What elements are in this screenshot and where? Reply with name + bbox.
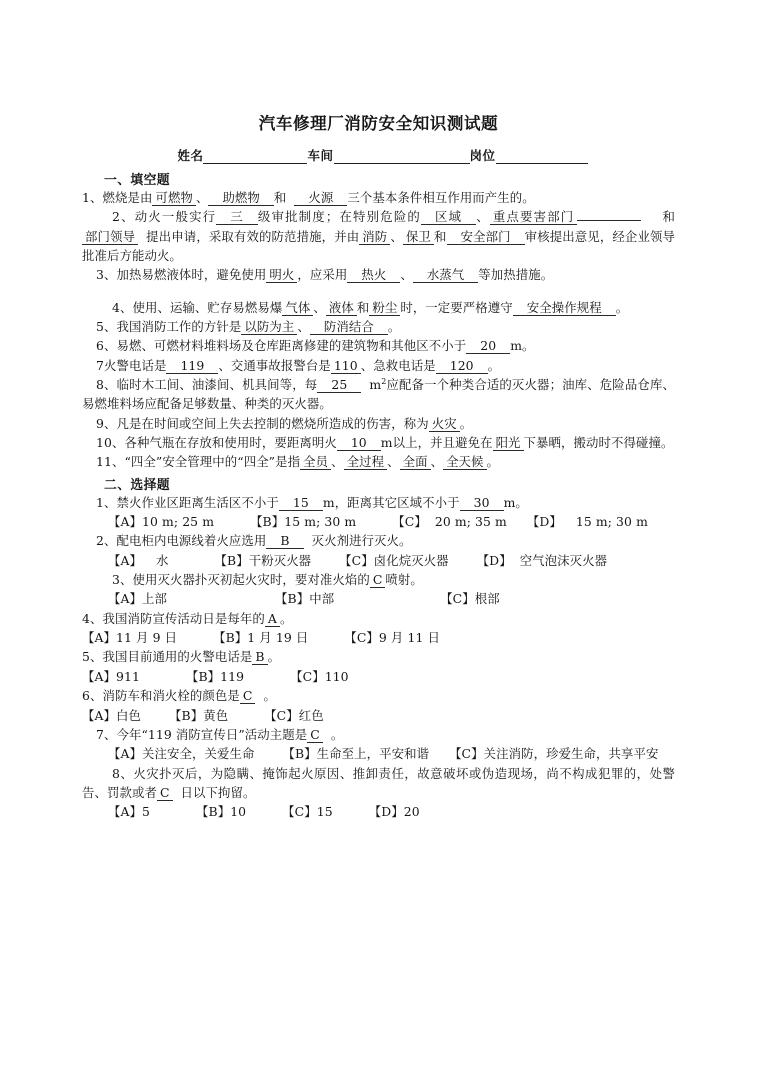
q2-answer-1[interactable]: 三 bbox=[216, 209, 258, 225]
c5-opt-a-tag: 【A】 bbox=[82, 668, 117, 684]
q1-text-3: 和 bbox=[273, 189, 287, 205]
q5-answer-2[interactable]: 防消结合 bbox=[310, 319, 388, 335]
c6-opt-c-text[interactable]: 红色 bbox=[298, 707, 324, 723]
c1-opt-c-text[interactable]: 20 m; 35 m bbox=[434, 514, 507, 530]
q11-text-5: 。 bbox=[486, 454, 500, 470]
c5-text-1: 我国目前通用的火警电话是 bbox=[102, 649, 253, 665]
q7-text-2: 、交通事故报警台是 bbox=[218, 357, 331, 373]
c5-opt-c-tag: 【C】 bbox=[290, 668, 325, 684]
q9-number: 9、 bbox=[96, 415, 117, 431]
c2-answer[interactable]: B bbox=[266, 533, 303, 549]
fill-in-question-6 bbox=[82, 336, 675, 355]
choice-question-6-options bbox=[82, 706, 675, 725]
c7-opt-c-text[interactable]: 关注消防，珍爱生命，共享平安 bbox=[483, 746, 659, 762]
c1-answer-1[interactable]: 15 bbox=[279, 495, 323, 511]
q11-text-2: 、 bbox=[331, 454, 344, 470]
q10-answer-2[interactable]: 阳光 bbox=[493, 435, 524, 451]
c8-opt-a-tag: 【A】 bbox=[108, 804, 143, 820]
q3-text-4: 等加热措施。 bbox=[478, 267, 554, 283]
q5-number: 5、 bbox=[96, 318, 117, 334]
c6-opt-c-tag: 【C】 bbox=[264, 707, 299, 723]
fill-in-question-9 bbox=[82, 414, 675, 433]
q11-text-4: 、 bbox=[430, 454, 444, 470]
c1-number: 1、 bbox=[96, 494, 117, 510]
c8-text-1: 火灾扑灭后，为隐瞒、掩饰起火原因、推卸责任，故意破坏或伪造现场，尚不构成犯罪的，处警告、罚款或者 bbox=[82, 765, 675, 800]
c5-number: 5、 bbox=[82, 649, 103, 665]
c3-text-1: 使用灭火器扑灭初起火灾时，要对准火焰的 bbox=[132, 572, 370, 588]
fill-in-question-2 bbox=[82, 207, 675, 265]
c4-opt-b-tag: 【B】 bbox=[213, 630, 248, 646]
fill-in-question-4 bbox=[82, 298, 675, 317]
c7-answer[interactable]: C bbox=[307, 727, 323, 743]
q2-answer-6[interactable]: 保卫 bbox=[403, 229, 434, 245]
c6-text-1: 消防车和消火栓的颜色是 bbox=[102, 688, 240, 704]
q1-answer-2[interactable]: 助燃物 bbox=[208, 190, 273, 206]
c8-opt-c-text[interactable]: 15 bbox=[316, 804, 333, 820]
c6-opt-a-tag: 【A】 bbox=[82, 707, 117, 723]
q9-text-1: 凡是在时间或空间上失去控制的燃烧所造成的伤害，称为 bbox=[116, 415, 429, 431]
q4-answer-3[interactable]: 粉尘 bbox=[369, 300, 400, 316]
c3-opt-c-text[interactable]: 根部 bbox=[474, 591, 500, 607]
c3-opt-a-text[interactable]: 上部 bbox=[142, 591, 168, 607]
choice-question-7-stem bbox=[82, 725, 675, 744]
choice-question-4-stem bbox=[82, 609, 675, 628]
q11-answer-3[interactable]: 全面 bbox=[400, 454, 431, 470]
c4-opt-c-tag: 【C】 bbox=[344, 630, 379, 646]
c7-opt-b-text[interactable]: 生命至上，平安和谐 bbox=[316, 746, 430, 762]
q4-text-2: 、 bbox=[313, 299, 326, 315]
fill-in-question-7 bbox=[82, 356, 675, 375]
c6-opt-b-text[interactable]: 黄色 bbox=[203, 707, 229, 723]
fill-in-question-5 bbox=[82, 317, 675, 336]
q4-text-5: 。 bbox=[615, 299, 629, 315]
q10-number: 10、 bbox=[96, 435, 125, 451]
q6-text-2: m。 bbox=[510, 338, 535, 354]
choice-question-2-stem bbox=[82, 531, 675, 550]
c2-number: 2、 bbox=[96, 533, 117, 549]
c2-opt-b-tag: 【B】 bbox=[214, 552, 249, 568]
fill-in-question-11 bbox=[82, 452, 675, 471]
c6-text-2: 。 bbox=[263, 688, 276, 704]
q3-text-3: 、 bbox=[400, 267, 413, 283]
q2-answer-4[interactable]: 部门领导 bbox=[82, 229, 138, 245]
c2-text-2: 灭火剂进行灭火。 bbox=[311, 533, 412, 549]
c3-opt-a-tag: 【A】 bbox=[108, 591, 143, 607]
q5-answer-1[interactable]: 以防为主 bbox=[241, 319, 297, 335]
c1-opt-d-tag: 【D】 bbox=[526, 514, 562, 530]
c3-answer[interactable]: C bbox=[370, 572, 386, 588]
name-label: 姓名 bbox=[177, 147, 204, 163]
q8-unit-superscript: 2 bbox=[381, 376, 387, 386]
c2-text-1: 配电柜内电源线着火应选用 bbox=[116, 533, 267, 549]
q8-text-2: m bbox=[369, 377, 382, 393]
q8-answer-1[interactable]: 25 bbox=[317, 377, 361, 393]
c8-text-2: 日以下拘留。 bbox=[180, 784, 256, 800]
q8-text-1: 临时木工间、油漆间、机具间等，每 bbox=[116, 377, 318, 393]
choice-question-1-options bbox=[82, 512, 675, 531]
name-blank[interactable] bbox=[203, 150, 307, 164]
q5-text-2: 、 bbox=[297, 318, 310, 334]
c5-text-2: 。 bbox=[267, 649, 281, 665]
c2-opt-d-text[interactable]: 空气泡沫灭火器 bbox=[519, 552, 608, 568]
q4-text-3: 和 bbox=[356, 299, 370, 315]
q1-answer-3[interactable]: 火源 bbox=[294, 190, 347, 206]
c8-opt-d-tag: 【D】 bbox=[368, 804, 404, 820]
q10-text-2: m以上，并且避免在 bbox=[380, 435, 493, 451]
c3-opt-b-text[interactable]: 中部 bbox=[309, 591, 335, 607]
c4-opt-b-text[interactable]: 1 月 19 日 bbox=[247, 630, 309, 646]
q8-number: 8、 bbox=[96, 377, 117, 393]
q11-number: 11、 bbox=[96, 454, 125, 470]
q7-text-4: 。 bbox=[487, 357, 501, 373]
q1-text-1: 燃烧是由 bbox=[102, 189, 153, 205]
c8-opt-c-tag: 【C】 bbox=[282, 804, 317, 820]
q11-text-1: “四全”安全管理中的“四全”是指 bbox=[124, 454, 301, 470]
c5-opt-a-text[interactable]: 911 bbox=[116, 668, 140, 684]
q4-number: 4、 bbox=[112, 299, 133, 315]
c5-opt-b-text[interactable]: 119 bbox=[220, 668, 245, 684]
q1-text-4: 三个基本条件相互作用而产生的。 bbox=[347, 189, 535, 205]
c1-text-2: m，距离其它区域不小于 bbox=[322, 494, 460, 510]
c6-opt-b-tag: 【B】 bbox=[169, 707, 204, 723]
q7-answer-1[interactable]: 119 bbox=[166, 358, 218, 374]
choice-question-5-stem bbox=[82, 647, 675, 666]
fill-in-question-10 bbox=[82, 433, 675, 452]
c4-text-2: 。 bbox=[279, 610, 293, 626]
c1-answer-2[interactable]: 30 bbox=[460, 495, 504, 511]
c8-number: 8、 bbox=[112, 765, 134, 781]
q7-number: 7 bbox=[96, 357, 104, 373]
choice-question-8-options bbox=[82, 802, 675, 821]
q11-answer-2[interactable]: 全过程 bbox=[344, 454, 387, 470]
choice-question-2-options bbox=[82, 551, 675, 570]
q4-answer-4[interactable]: 安全操作规程 bbox=[513, 300, 616, 316]
c7-text-2: 。 bbox=[330, 726, 344, 742]
q5-text-1: 我国消防工作的方针是 bbox=[116, 318, 242, 334]
q7-text-3: 、急救电话是 bbox=[360, 357, 436, 373]
c8-opt-b-text[interactable]: 10 bbox=[230, 804, 247, 820]
q4-answer-1[interactable]: 气体 bbox=[282, 300, 313, 316]
q6-answer-1[interactable]: 20 bbox=[466, 338, 510, 354]
q10-text-1: 各种气瓶在存放和使用时，要距离明火 bbox=[124, 435, 337, 451]
post-blank[interactable] bbox=[496, 150, 588, 164]
c7-number: 7、 bbox=[96, 726, 117, 742]
q2-text-2: 级审批制度；在特别危险的 bbox=[257, 209, 422, 225]
q6-number: 6、 bbox=[96, 338, 117, 354]
c7-opt-a-tag: 【A】 bbox=[108, 746, 143, 762]
c5-opt-c-text[interactable]: 110 bbox=[324, 668, 349, 684]
q8-text-3: 应配备一个种类合适的灭火器；油库、危险品仓库、易燃堆料场应配备足够数量、种类的灭火器。 bbox=[82, 377, 675, 412]
q2-text-1: 动火一般实行 bbox=[134, 209, 217, 225]
c1-opt-c-tag: 【C】 bbox=[392, 514, 427, 530]
q1-text-2: 、 bbox=[195, 189, 209, 205]
q3-answer-3[interactable]: 水蒸气 bbox=[413, 267, 478, 283]
c6-answer[interactable]: C bbox=[240, 688, 256, 704]
q5-text-3: 。 bbox=[387, 318, 401, 334]
c7-opt-c-tag: 【C】 bbox=[449, 746, 484, 762]
q3-text-1: 加热易燃液体时，避免使用 bbox=[116, 267, 267, 283]
q7-text-1: 火警电话是 bbox=[103, 357, 167, 373]
c4-opt-c-text[interactable]: 9 月 11 日 bbox=[378, 630, 440, 646]
q2-answer-3[interactable]: 重点要害部门 bbox=[490, 209, 578, 225]
q2-answer-2[interactable]: 区域 bbox=[421, 209, 476, 225]
c6-opt-a-text[interactable]: 白色 bbox=[116, 707, 142, 723]
c3-opt-b-tag: 【B】 bbox=[275, 591, 310, 607]
choice-question-7-options bbox=[82, 744, 675, 763]
workshop-blank[interactable] bbox=[334, 150, 470, 164]
fill-in-question-8 bbox=[82, 375, 675, 414]
q3-number: 3、 bbox=[96, 267, 117, 283]
c1-opt-a-tag: 【A】 bbox=[108, 514, 143, 530]
q4-answer-2[interactable]: 液体 bbox=[326, 300, 357, 316]
c3-opt-c-tag: 【C】 bbox=[440, 591, 475, 607]
c2-opt-d-tag: 【D】 bbox=[476, 552, 512, 568]
fill-in-question-1 bbox=[82, 188, 675, 207]
choice-question-1-stem bbox=[82, 493, 675, 512]
c8-opt-a-text[interactable]: 5 bbox=[142, 804, 151, 820]
q2-number: 2、 bbox=[112, 209, 135, 225]
c1-text-3: m。 bbox=[503, 494, 528, 510]
choice-question-6-stem bbox=[82, 686, 675, 705]
q9-answer-1[interactable]: 火灾 bbox=[429, 416, 460, 432]
q2-text-6: 、 bbox=[390, 228, 403, 244]
c2-opt-c-tag: 【C】 bbox=[339, 552, 374, 568]
c5-answer[interactable]: B bbox=[252, 649, 267, 665]
q11-answer-4[interactable]: 全天候 bbox=[443, 454, 486, 470]
q7-answer-3[interactable]: 120 bbox=[436, 358, 488, 374]
q2-text-8: 审核提出意见，经企业领导批准后方能动火。 bbox=[82, 228, 676, 263]
q11-text-3: 、 bbox=[387, 454, 400, 470]
choice-question-3-stem bbox=[82, 570, 675, 589]
c2-opt-b-text[interactable]: 干粉灭火器 bbox=[248, 552, 312, 568]
fill-in-question-3 bbox=[82, 265, 675, 284]
q2-text-7: 和 bbox=[433, 228, 447, 244]
c5-opt-b-tag: 【B】 bbox=[185, 668, 221, 684]
c2-opt-a-tag: 【A】 bbox=[108, 552, 143, 568]
q7-answer-2[interactable]: 110 bbox=[331, 358, 361, 374]
q10-text-3: 下暴晒，搬动时不得碰撞。 bbox=[523, 435, 674, 451]
q6-text-1: 易燃、可燃材料堆料场及仓库距离修建的建筑物和其他区不小于 bbox=[116, 338, 467, 354]
c4-answer[interactable]: A bbox=[265, 611, 280, 627]
c6-number: 6、 bbox=[82, 688, 103, 704]
choice-question-8-stem bbox=[82, 764, 675, 803]
q2-text-3: 、 bbox=[476, 209, 490, 225]
workshop-label: 车间 bbox=[307, 147, 334, 163]
identity-row bbox=[82, 146, 675, 164]
c7-opt-b-tag: 【B】 bbox=[282, 746, 317, 762]
c1-text-1: 禁火作业区距离生活区不小于 bbox=[116, 494, 279, 510]
c4-text-1: 我国消防宣传活动日是每年的 bbox=[102, 610, 265, 626]
post-label: 岗位 bbox=[469, 147, 496, 163]
section-heading-fill-in: 一、填空题 bbox=[104, 172, 170, 188]
c4-opt-a-tag: 【A】 bbox=[82, 630, 117, 646]
q2-answer-7[interactable]: 安全部门 bbox=[447, 229, 525, 245]
c7-text-1: 今年“119 消防宣传日”活动主题是 bbox=[116, 726, 308, 742]
q4-text-4: 时，一定要严格遵守 bbox=[400, 299, 513, 315]
choice-question-3-options bbox=[82, 589, 675, 608]
q2-answer-3-tail[interactable] bbox=[577, 220, 641, 221]
q3-answer-2[interactable]: 热火 bbox=[347, 267, 400, 283]
c1-opt-b-tag: 【B】 bbox=[250, 514, 285, 530]
c4-opt-a-text[interactable]: 11 月 9 日 bbox=[116, 630, 178, 646]
page-title: 汽车修理厂消防安全知识测试题 bbox=[258, 114, 499, 133]
choice-question-4-options bbox=[82, 628, 675, 647]
q1-number: 1、 bbox=[82, 189, 103, 205]
c4-number: 4、 bbox=[82, 610, 103, 626]
c8-opt-d-text[interactable]: 20 bbox=[403, 804, 420, 820]
choice-question-5-options bbox=[82, 667, 675, 686]
q2-text-5: 提出申请，采取有效的防范措施，并由 bbox=[146, 228, 360, 244]
section-heading-multiple-choice: 二、选择题 bbox=[104, 477, 170, 493]
q3-text-2: ，应采用 bbox=[297, 267, 348, 283]
q1-answer-1[interactable]: 可燃物 bbox=[152, 190, 195, 206]
q4-text-1: 使用、运输、贮存易燃易爆 bbox=[132, 299, 283, 315]
c1-opt-d-text[interactable]: 15 m; 30 m bbox=[575, 514, 648, 530]
q3-answer-1[interactable]: 明火 bbox=[266, 267, 297, 283]
c3-text-2: 喷射。 bbox=[385, 572, 423, 588]
q9-text-2: 。 bbox=[459, 415, 473, 431]
c1-opt-b-text[interactable]: 15 m; 30 m bbox=[284, 514, 357, 530]
c7-opt-a-text[interactable]: 关注安全，关爱生命 bbox=[142, 746, 255, 762]
q10-answer-1[interactable]: 10 bbox=[337, 435, 381, 451]
c2-opt-a-text[interactable]: 水 bbox=[156, 552, 169, 568]
c8-answer[interactable]: C bbox=[157, 785, 173, 801]
q2-text-4: 和 bbox=[661, 209, 676, 225]
c3-number: 3、 bbox=[112, 572, 133, 588]
c8-opt-b-tag: 【B】 bbox=[196, 804, 231, 820]
q2-answer-5[interactable]: 消防 bbox=[359, 229, 390, 245]
c2-opt-c-text[interactable]: 卤化烷灭火器 bbox=[373, 552, 449, 568]
c1-opt-a-text[interactable]: 10 m; 25 m bbox=[142, 514, 215, 530]
q11-answer-1[interactable]: 全员 bbox=[300, 454, 331, 470]
